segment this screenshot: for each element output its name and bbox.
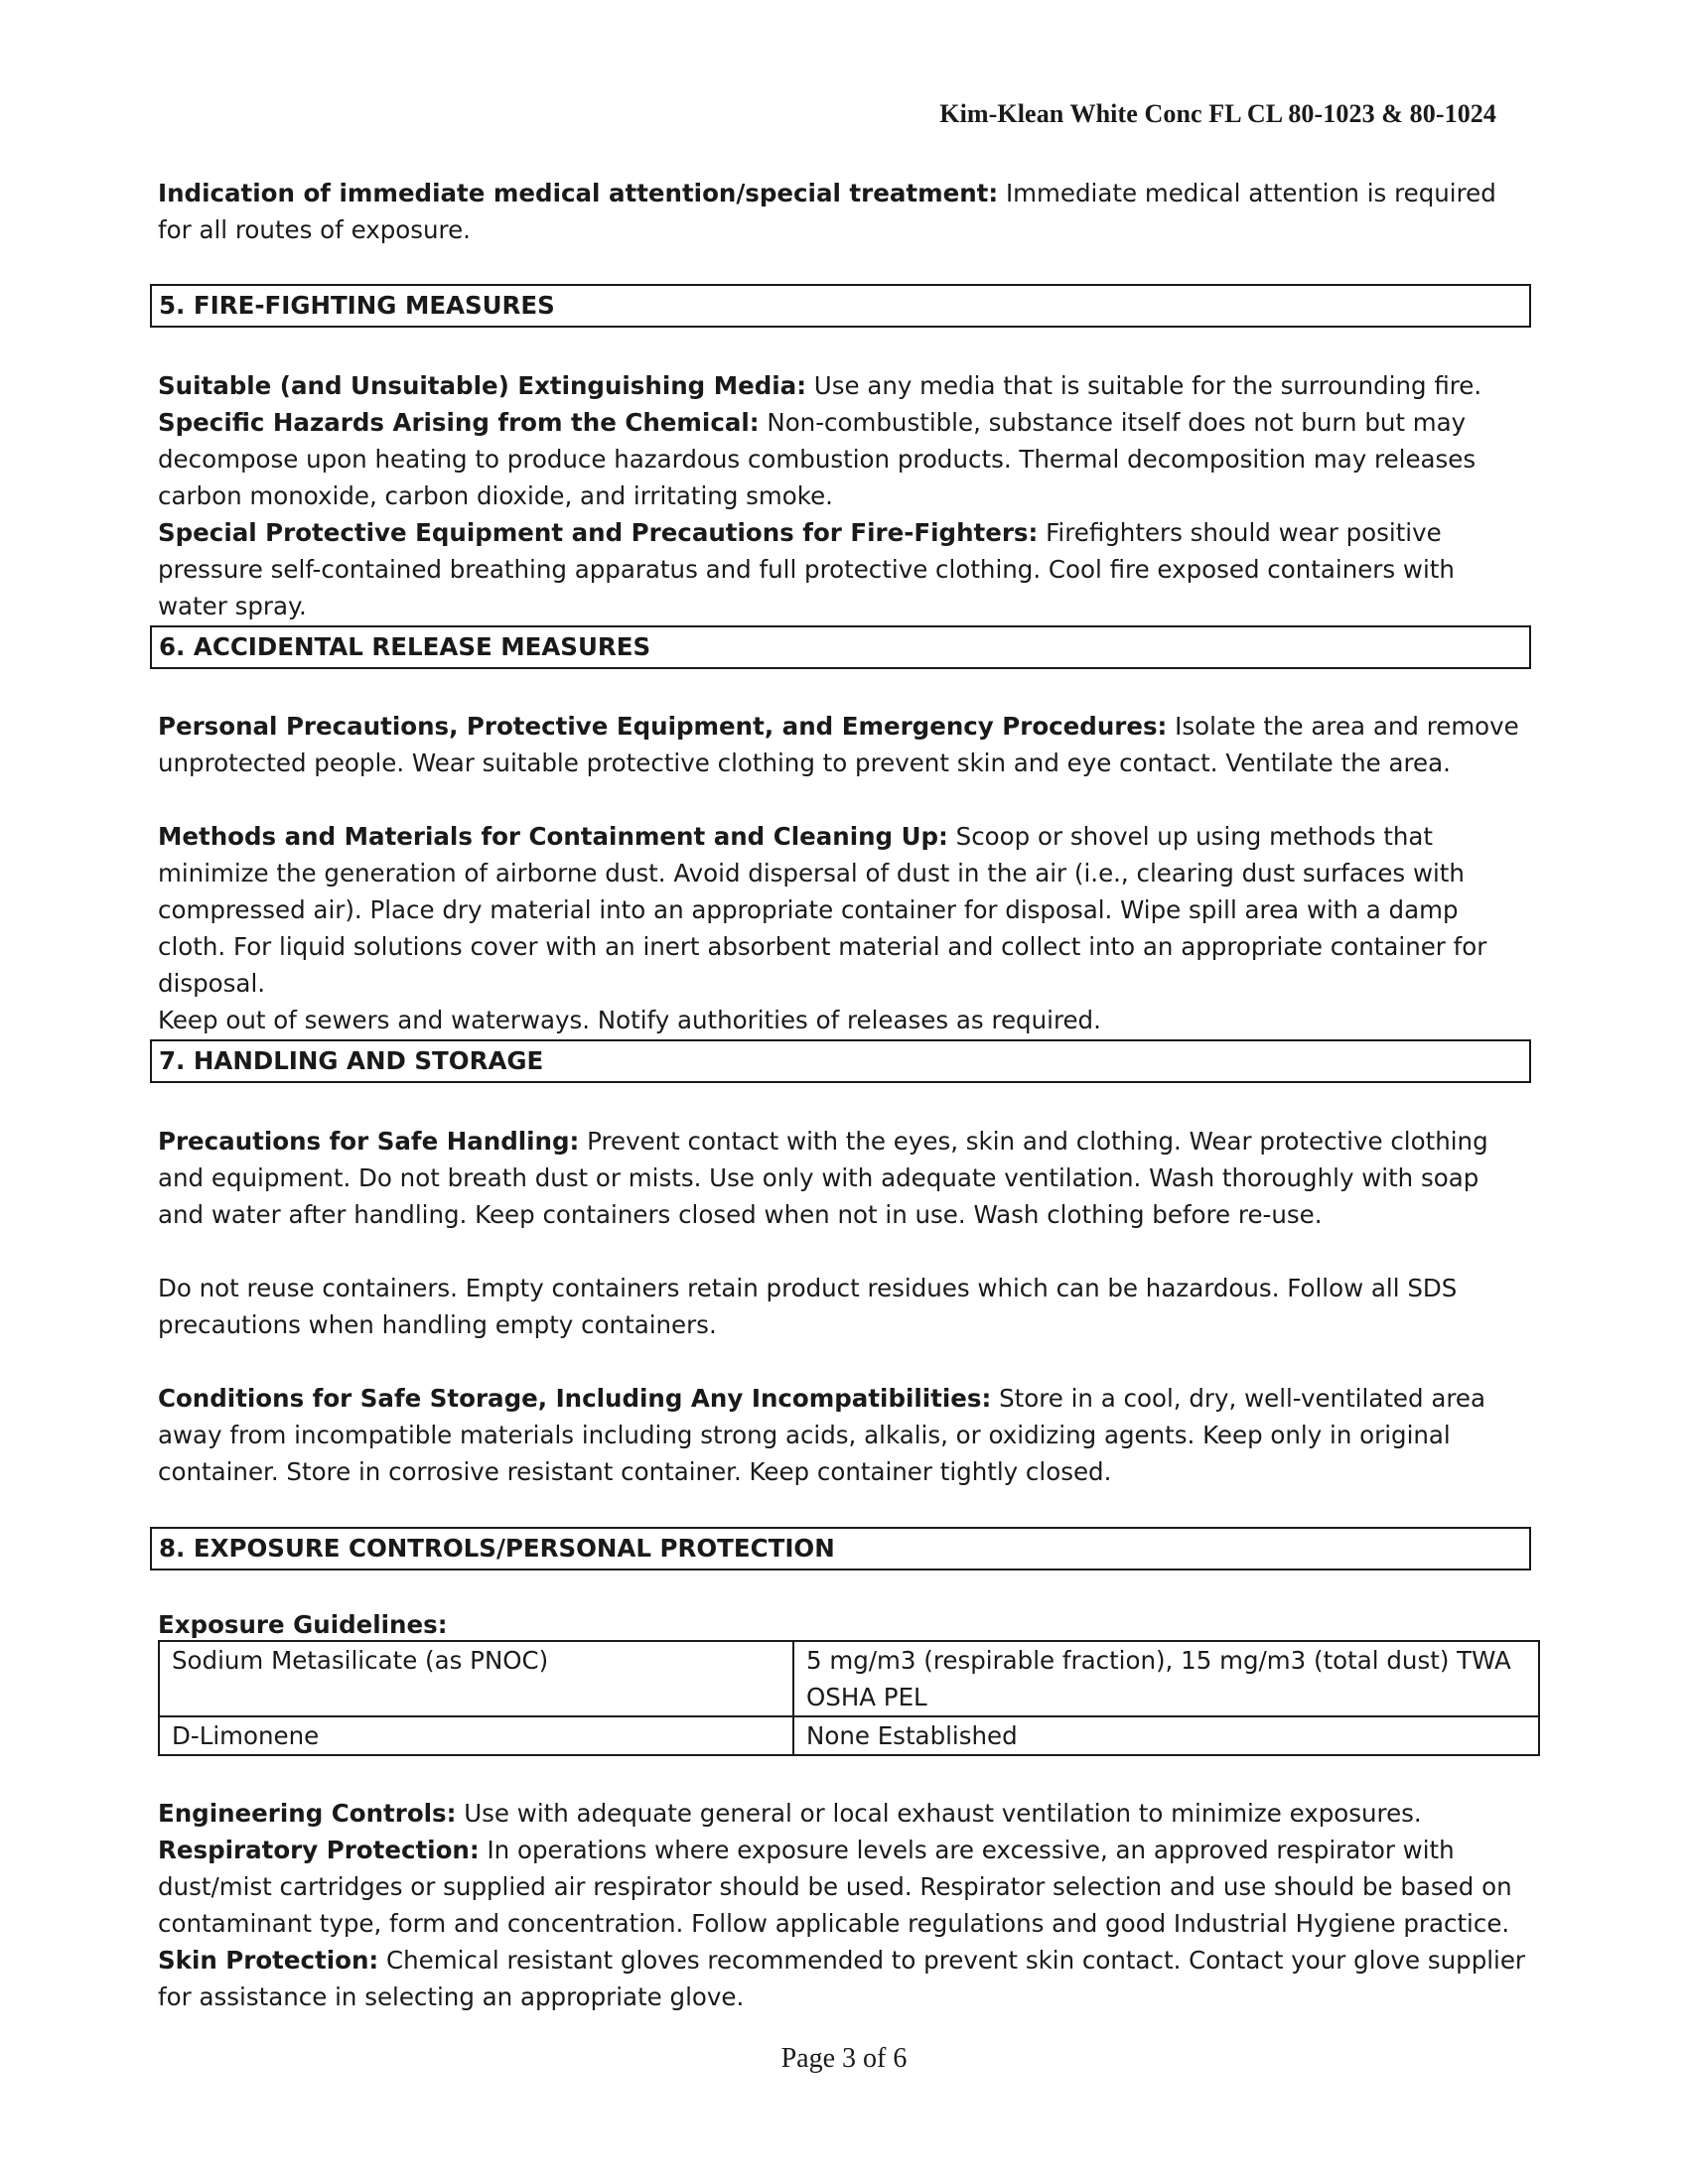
exposure-guidelines-label [158, 1606, 1528, 1643]
paragraph-label: Precautions for Safe Handling: [158, 1127, 580, 1156]
paragraph-text: In operations where exposure levels are excessive, an approved respirator with dust/mist cartridges or supplied air respirator should be used. Respirator selection and use should be based on contaminant type, form and concentration. Follow applicable regulations and good Industrial Hygiene practice. [158, 1836, 1512, 1938]
paragraph-label: Indication of immediate medical attention/special treatment: [158, 179, 999, 207]
paragraph-label: Conditions for Safe Storage, Including Any Incompatibilities: [158, 1384, 992, 1413]
paragraph-text: Do not reuse containers. Empty containers retain product residues which can be hazardous. Follow all SDS precautions when handling empty containers. [158, 1274, 1458, 1339]
paragraph-text: Prevent contact with the eyes, skin and clothing. Wear protective clothing and equipment. Do not breath dust or mists. Use only with adequate ventilation. Wash thoroughly with soap and water after handling. Keep containers closed when not in use. Wash clothing before re-use. [158, 1127, 1488, 1229]
safe-handling-paragraph [158, 1123, 1528, 1233]
paragraph-label: Methods and Materials for Containment and Cleaning Up: [158, 822, 948, 851]
limit-cell: 5 mg/m3 (respirable fraction), 15 mg/m3 (total dust) TWA OSHA PEL [793, 1641, 1539, 1716]
paragraph-text: Store in a cool, dry, well-ventilated area away from incompatible materials including strong acids, alkalis, or oxidizing agents. Keep only in original container. Store in corrosive resistant container. Keep container tightly closed. [158, 1384, 1485, 1486]
paragraph-text: Use with adequate general or local exhaust ventilation to minimize exposures. [456, 1799, 1422, 1828]
paragraph-label: Engineering Controls: [158, 1799, 457, 1828]
personal-precautions-paragraph [158, 708, 1528, 781]
exposure-guidelines-table [158, 1640, 1540, 1756]
substance-cell: D-Limonene [159, 1716, 793, 1755]
substance-cell: Sodium Metasilicate (as PNOC) [159, 1641, 793, 1716]
section-5-header: 5. FIRE-FIGHTING MEASURES [150, 284, 1531, 328]
fire-fighting-paragraph [158, 367, 1528, 624]
paragraph-label: Specific Hazards Arising from the Chemical: [158, 408, 760, 437]
page-number: Page 3 of 6 [780, 2043, 908, 2074]
paragraph-text: Use any media that is suitable for the surrounding fire. [806, 371, 1482, 400]
paragraph-label: Exposure Guidelines: [158, 1610, 448, 1639]
paragraph-text: Immediate medical attention is required for all routes of exposure. [158, 179, 1496, 244]
paragraph-text: Keep out of sewers and waterways. Notify authorities of releases as required. [158, 1006, 1101, 1034]
paragraph-text: Non-combustible, substance itself does not burn but may decompose upon heating to produce hazardous combustion products. Thermal decomposition may releases carbon monoxide, carbon dioxide, and irritating smoke. [158, 408, 1477, 510]
paragraph-text: Scoop or shovel up using methods that minimize the generation of airborne dust. Avoid dispersal of dust in the air (i.e., clearing dust surfaces with compressed air). Place dry material into an appropriate container for disposal. Wipe spill area with a damp cloth. For liquid solutions cover with an inert absorbent material and collect into an appropriate container for disposal. [158, 822, 1487, 998]
container-reuse-paragraph [158, 1270, 1528, 1343]
paragraph-text: Isolate the area and remove unprotected people. Wear suitable protective clothing to prevent skin and eye contact. Ventilate the area. [158, 712, 1519, 777]
paragraph-label: Suitable (and Unsuitable) Extinguishing Media: [158, 371, 806, 400]
paragraph-text: Firefighters should wear positive pressure self-contained breathing apparatus and full protective clothing. Cool fire exposed containers with water spray. [158, 518, 1455, 620]
paragraph-label: Respiratory Protection: [158, 1836, 480, 1864]
paragraph-label: Skin Protection: [158, 1946, 379, 1975]
protection-paragraph [158, 1795, 1528, 2015]
table-row [159, 1716, 1539, 1755]
safe-storage-paragraph [158, 1380, 1528, 1490]
containment-methods-paragraph [158, 818, 1528, 1038]
immediate-medical-attention-paragraph [158, 175, 1528, 248]
section-7-header: 7. HANDLING AND STORAGE [150, 1039, 1531, 1083]
section-8-header: 8. EXPOSURE CONTROLS/PERSONAL PROTECTION [150, 1527, 1531, 1570]
paragraph-text: Chemical resistant gloves recommended to prevent skin contact. Contact your glove supplier for assistance in selecting an appropriate glove. [158, 1946, 1526, 2011]
section-6-header: 6. ACCIDENTAL RELEASE MEASURES [150, 625, 1531, 669]
table-row [159, 1641, 1539, 1716]
document-header-title: Kim-Klean White Conc FL CL 80-1023 & 80-1024 [939, 99, 1496, 128]
limit-cell: None Established [793, 1716, 1539, 1755]
paragraph-label: Special Protective Equipment and Precautions for Fire-Fighters: [158, 518, 1039, 547]
paragraph-label: Personal Precautions, Protective Equipment, and Emergency Procedures: [158, 712, 1168, 741]
